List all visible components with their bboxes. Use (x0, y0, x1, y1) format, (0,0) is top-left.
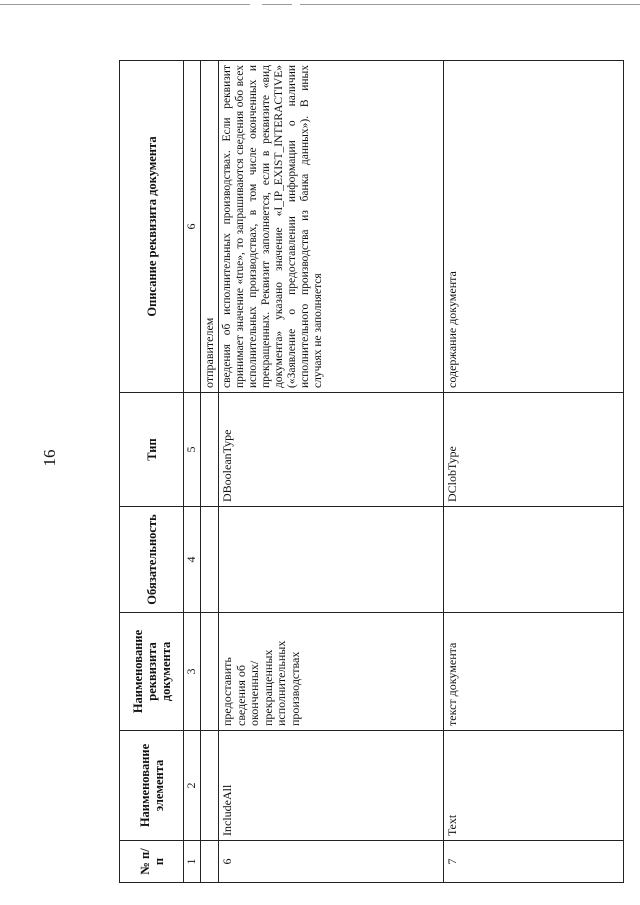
colnum-4: 4 (184, 507, 201, 613)
colnum-2: 2 (184, 731, 201, 841)
cell-description: отправителем (201, 61, 219, 393)
table-row (444, 61, 624, 883)
header-required: Обязательность (120, 507, 184, 613)
header-no: № п/п (120, 841, 184, 883)
cell-description: сведения об исполнительных производствах. Если реквизит принимает значение «true», то запрашиваются сведения обо всех исполнительных производствах, в том числе оконченных и прекращенных. Реквизит заполняется, если в реквизите «вид документа» указано значение «I_IP_EXIST_INTERACTIVE» («Заявление о предоставлении информации о наличии исполнительного производства из банка данных»). В иных случаях не заполняется (219, 61, 444, 393)
cell-element: IncludeAll (219, 731, 444, 841)
cell-type: DClobType (444, 393, 624, 507)
colnum-3: 3 (184, 613, 201, 731)
cell-required (444, 507, 624, 613)
rotated-table-container (119, 61, 624, 883)
table-row (201, 61, 219, 883)
cell-attr-name: текст документа (444, 613, 624, 731)
cell-description: содержание документа (444, 61, 624, 393)
cell-element: Text (444, 731, 624, 841)
header-attr-name: Наименование реквизита документа (120, 613, 184, 731)
table-row (219, 61, 444, 883)
cell-no: 7 (444, 841, 624, 883)
cell-type (201, 393, 219, 507)
header-description: Описание реквизита документа (120, 61, 184, 393)
cell-required (219, 507, 444, 613)
colnum-6: 6 (184, 61, 201, 393)
cell-type: DBooleanType (219, 393, 444, 507)
cell-no (201, 841, 219, 883)
header-element-name: Наименование элемента (120, 731, 184, 841)
scan-top-border (0, 0, 640, 12)
cell-attr-name (201, 613, 219, 731)
cell-no: 6 (219, 841, 444, 883)
cell-element (201, 731, 219, 841)
cell-required (201, 507, 219, 613)
document-attributes-table (119, 60, 624, 883)
cell-attr-name: предоставить сведения об оконченных/ прекращенных исполнительных производствах (219, 613, 444, 731)
colnum-1: 1 (184, 841, 201, 883)
header-type: Тип (120, 393, 184, 507)
page-number: 16 (40, 449, 59, 467)
colnum-5: 5 (184, 393, 201, 507)
